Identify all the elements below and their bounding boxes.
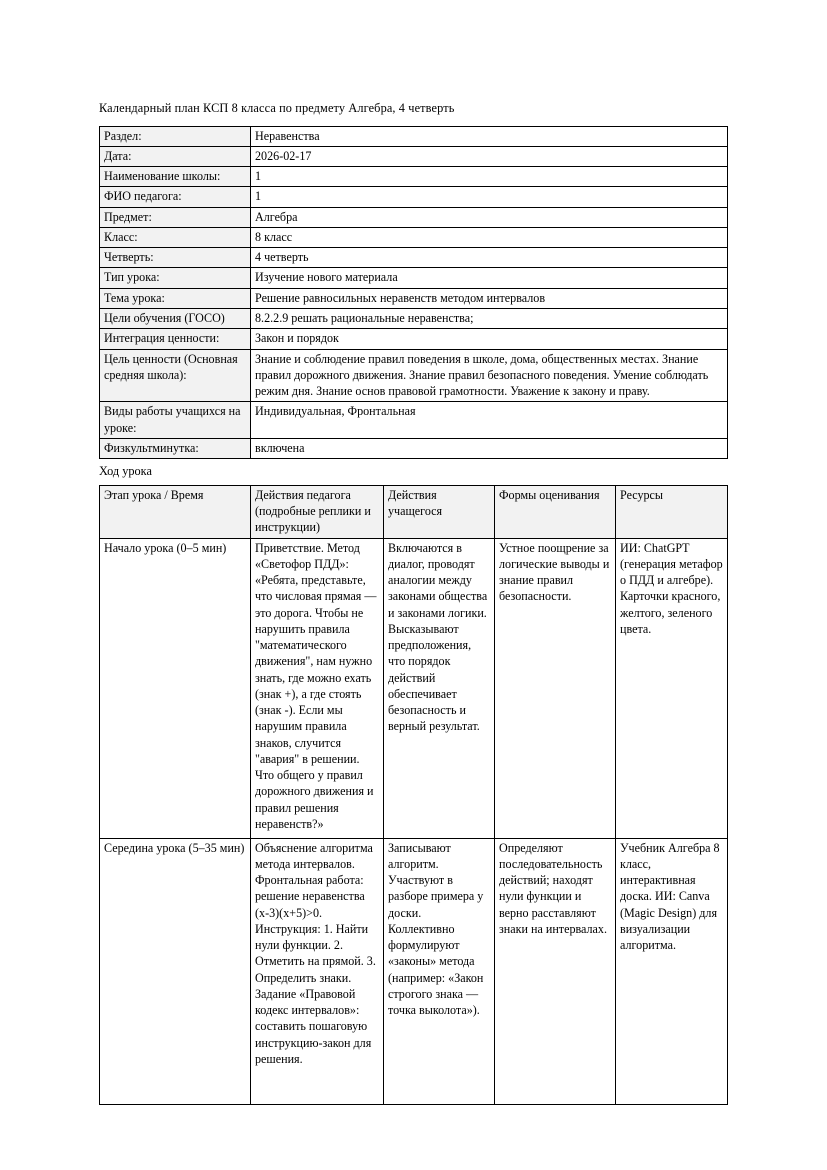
table-row <box>100 227 728 247</box>
info-value: Закон и порядок <box>251 329 728 349</box>
info-label: Физкультминутка: <box>100 438 251 458</box>
info-label: Четверть: <box>100 248 251 268</box>
lesson-flow-heading: Ход урока <box>99 464 152 479</box>
info-value: 2026-02-17 <box>251 146 728 166</box>
table-row <box>100 402 728 439</box>
info-label: ФИО педагога: <box>100 187 251 207</box>
table-header-row <box>100 485 728 538</box>
resources-cell: Учебник Алгебра 8 класс, интерактивная доска. ИИ: Canva (Magic Design) для визуализации алгоритма. <box>616 838 728 1104</box>
column-header-stage: Этап урока / Время <box>100 485 251 538</box>
lesson-info-table-body <box>100 126 728 459</box>
stage-cell: Середина урока (5–35 мин) <box>100 838 251 1104</box>
assessment-cell: Устное поощрение за логические выводы и знание правил безопасности. <box>495 538 616 838</box>
info-label: Класс: <box>100 227 251 247</box>
info-label: Тип урока: <box>100 268 251 288</box>
info-value: Индивидуальная, Фронтальная <box>251 402 728 439</box>
column-header-teacher-actions: Действия педагога (подробные реплики и инструкции) <box>251 485 384 538</box>
info-value: 4 четверть <box>251 248 728 268</box>
info-label: Интеграция ценности: <box>100 329 251 349</box>
info-label: Предмет: <box>100 207 251 227</box>
info-label: Наименование школы: <box>100 167 251 187</box>
info-value: 1 <box>251 187 728 207</box>
lesson-info-table <box>99 126 728 460</box>
column-header-assessment: Формы оценивания <box>495 485 616 538</box>
info-value: Неравенства <box>251 126 728 146</box>
table-row <box>100 146 728 166</box>
assessment-cell: Определяют последовательность действий; находят нули функции и верно расставляют знаки на интервалах. <box>495 838 616 1104</box>
table-row <box>100 329 728 349</box>
info-label: Раздел: <box>100 126 251 146</box>
lesson-flow-table <box>99 485 728 1105</box>
student-actions-cell: Включаются в диалог, проводят аналогии между законами общества и законами логики. Высказывают предположения, что порядок действий обеспечивает безопасность и верный результат. <box>384 538 495 838</box>
info-value: Алгебра <box>251 207 728 227</box>
table-row <box>100 207 728 227</box>
column-header-student-actions: Действия учащегося <box>384 485 495 538</box>
table-row <box>100 538 728 838</box>
table-row <box>100 248 728 268</box>
info-value: 8.2.2.9 решать рациональные неравенства; <box>251 308 728 328</box>
teacher-actions-cell: Объяснение алгоритма метода интервалов. Фронтальная работа: решение неравенства (х-3)(х+5)>0. Инструкция: 1. Найти нули функции. 2. Отметить на прямой. 3. Определить знаки. Задание «Правовой кодекс интервалов»: составить пошаговую инструкцию-закон для решения. <box>251 838 384 1104</box>
table-row <box>100 126 728 146</box>
info-label: Дата: <box>100 146 251 166</box>
document-title: Календарный план КСП 8 класса по предмету Алгебра, 4 четверть <box>99 101 455 115</box>
teacher-actions-cell: Приветствие. Метод «Светофор ПДД»: «Ребята, представьте, что числовая прямая — это дорога. Чтобы не нарушить правила "математического движения", нам нужно знать, где можно ехать (знак +), а где стоять (знак -). Если мы нарушим правила знаков, случится "авария" в решении. Что общего у правил дорожного движения и правил решения неравенств?» <box>251 538 384 838</box>
student-actions-cell: Записывают алгоритм. Участвуют в разборе примера у доски. Коллективно формулируют «законы» метода (например: «Закон строгого знака — точка выколота»). <box>384 838 495 1104</box>
info-label: Цели обучения (ГОСО) <box>100 308 251 328</box>
info-label: Тема урока: <box>100 288 251 308</box>
info-value: Решение равносильных неравенств методом интервалов <box>251 288 728 308</box>
info-value: 8 класс <box>251 227 728 247</box>
stage-cell: Начало урока (0–5 мин) <box>100 538 251 838</box>
table-row <box>100 268 728 288</box>
resources-cell: ИИ: ChatGPT (генерация метафор о ПДД и алгебре). Карточки красного, желтого, зеленого цвета. <box>616 538 728 838</box>
document-content <box>99 100 727 1105</box>
table-row <box>100 308 728 328</box>
info-value: 1 <box>251 167 728 187</box>
column-header-resources: Ресурсы <box>616 485 728 538</box>
table-row <box>100 187 728 207</box>
lesson-flow-table-body <box>100 538 728 1104</box>
table-row <box>100 349 728 402</box>
lesson-flow-table-head <box>100 485 728 538</box>
info-label: Цель ценности (Основная средняя школа): <box>100 349 251 402</box>
table-row <box>100 167 728 187</box>
info-value: Изучение нового материала <box>251 268 728 288</box>
info-value: включена <box>251 438 728 458</box>
table-row <box>100 288 728 308</box>
table-row <box>100 838 728 1104</box>
info-value: Знание и соблюдение правил поведения в школе, дома, общественных местах. Знание правил дорожного движения. Знание правил безопасного поведения. Умение соблюдать режим дня. Знание основ правовой грамотности. Уважение к закону и праву. <box>251 349 728 402</box>
table-row <box>100 438 728 458</box>
info-label: Виды работы учащихся на уроке: <box>100 402 251 439</box>
